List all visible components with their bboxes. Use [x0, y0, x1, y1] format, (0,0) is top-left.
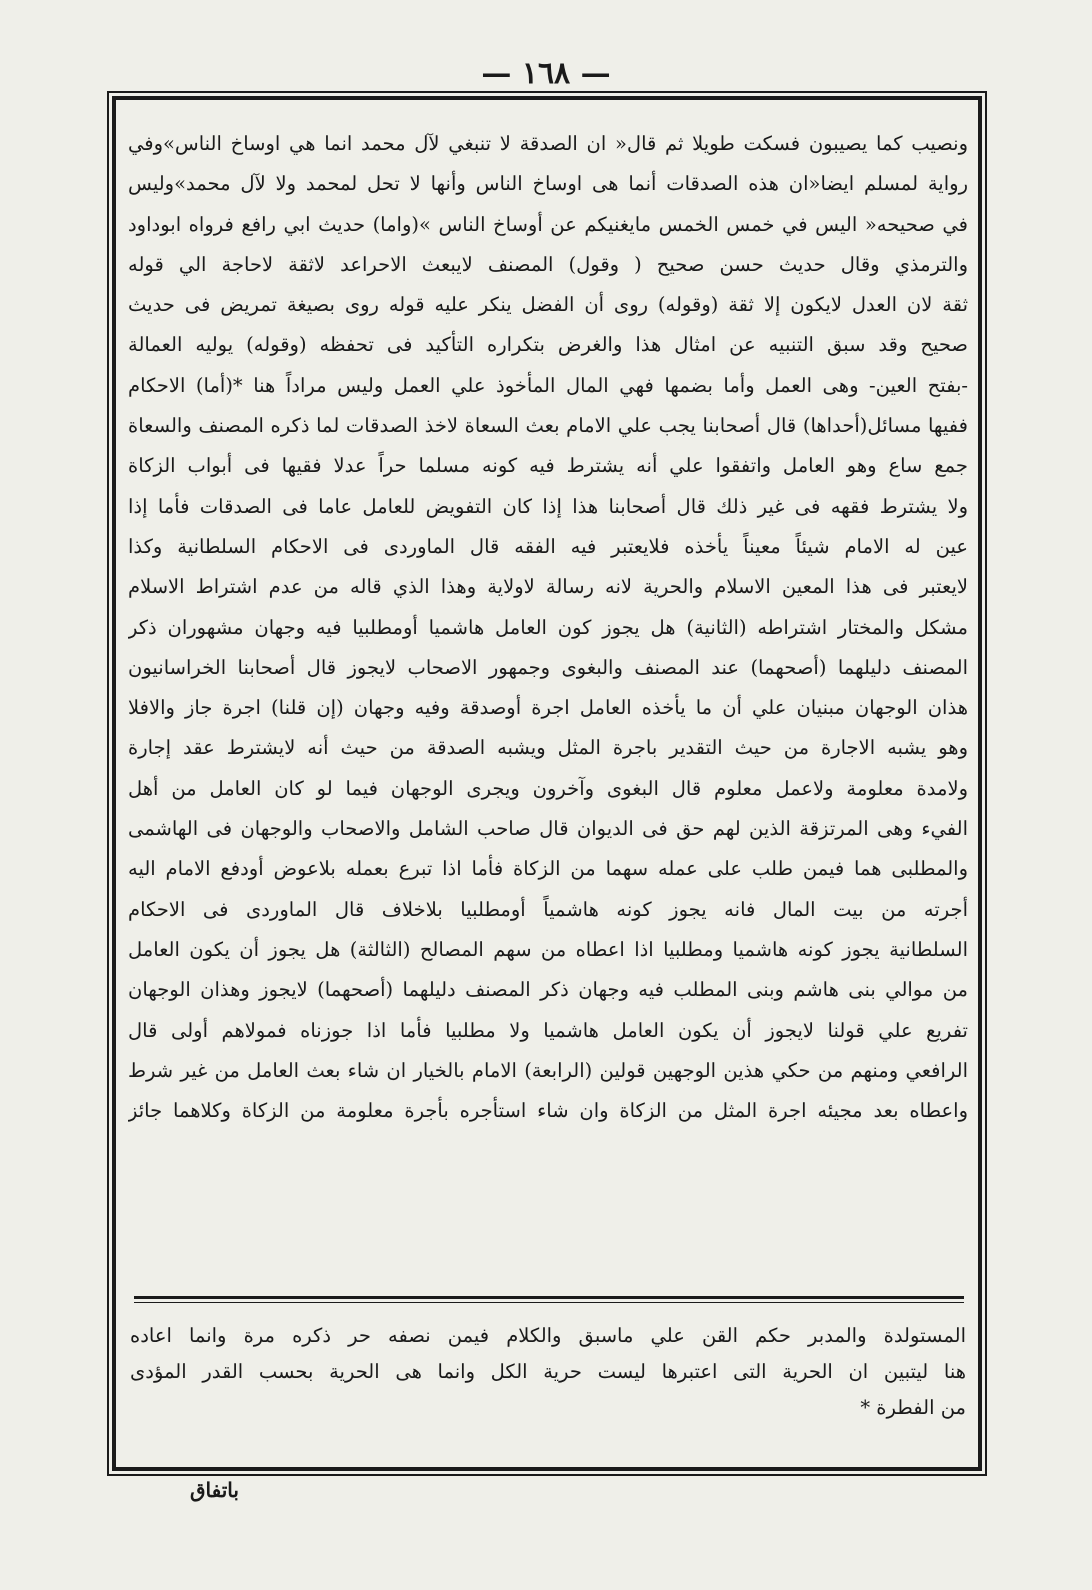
catchword: باتفاق: [190, 1478, 239, 1502]
text-line: لايعتبر فى هذا المعين الاسلام والحرية لانه رسالة لاولاية وهذا الذي قاله من عدم اشتراط الاسلام: [128, 575, 968, 599]
text-line: أجرته من بيت المال فانه يجوز كونه هاشمياً أومطلبيا بلاخلاف قال الماوردى فى الاحكام: [128, 897, 968, 921]
text-line: هذان الوجهان مبنيان علي أن ما يأخذه العامل اجرة أوصدقة وفيه وجهان (إن قلنا) اجرة جاز والافلا: [128, 696, 968, 720]
page-number: — ١٦٨ —: [481, 56, 611, 91]
text-line: في صحيحه« اليس في خمس الخمس مايغنيكم عن أوساخ الناس »(واما) حديث ابي رافع فرواه ابوداود: [128, 212, 968, 236]
text-line: السلطانية يجوز كونه هاشميا ومطلبيا اذا اعطاه من سهم المصالح (الثالثة) هل يجوز أن يكون العامل: [128, 937, 968, 961]
text-line: ولامدة معلومة ولاعمل معلوم قال البغوى وآخرون ويجرى الوجهان فيما لو كان العامل من أهل: [128, 776, 968, 800]
text-line: الرافعي ومنهم من حكي هذين الوجهين قولين (الرابعة) الامام بالخيار ان شاء بعث العامل من غير شرط: [128, 1058, 968, 1082]
text-line: عين له الامام شيئاً معيناً يأخذه فلايعتبر فيه الفقه قال الماوردى فى الاحكام السلطانية وكذا: [128, 534, 968, 558]
text-line: تفريع علي قولنا لايجوز أن يكون العامل هاشميا ولا مطلبيا فأما اذا جوزناه فمولاهم أولى قال: [128, 1018, 968, 1042]
footnote-line: من الفطرة *: [860, 1396, 966, 1419]
text-line: ولا يشترط فقهه فى غير ذلك قال أصحابنا هذا إذا كان التفويض للعامل عاما فى الصدقات فأما إذا: [128, 494, 968, 518]
main-text-block: [128, 124, 968, 1131]
footnote-divider-thin: [134, 1302, 964, 1303]
text-line: ثقة لان العدل لايكون إلا ثقة (وقوله) روى أن الفضل ينكر عليه قوله روى بصيغة تمريض فى حديث: [128, 293, 968, 317]
text-line: المصنف دليلهما (أصحهما) عند المصنف والبغوى وجمهور الاصحاب لايجوز قال أصحابنا الخراسانيون: [128, 655, 968, 679]
text-line: والترمذي وقال حديث حسن صحيح ( وقول) المصنف لايبعث الاحراعد لاثقة لاحاجة الي قوله: [128, 252, 968, 276]
text-line: وهو يشبه الاجارة من حيث التقدير باجرة المثل ويشبه الصدقة من حيث أنه لايشترط عقد إجارة: [128, 736, 968, 760]
text-line: مشكل والمختار اشتراطه (الثانية) هل يجوز كون العامل هاشميا أومطلبيا فيه وجهان مشهوران ذكر: [128, 615, 968, 639]
text-line: صحيح وقد سبق التنبيه عن امثال هذا والغرض بتكراره التأكيد فى تحفظه (وقوله) يوليه العمالة: [128, 333, 968, 357]
text-line: ونصيب كما يصيبون فسكت طويلا ثم قال« ان الصدقة لا تنبغي لآل محمد انما هي اوساخ الناس»وفي: [128, 132, 968, 155]
text-line: واعطاه بعد مجيئه اجرة المثل من الزكاة وان شاء استأجره بأجرة معلومة من الزكاة وكلاهما جائز: [128, 1099, 968, 1123]
text-line: من موالي بنى هاشم وبنى المطلب فيه وجهان ذكر المصنف دليلهما (أصحهما) لايجوز وهذان الوجهان: [128, 978, 968, 1002]
text-line: -بفتح العين- وهى العمل وأما بضمها فهي المال المأخوذ علي العمل وليس مراداً هنا *(أما) الاحكام: [128, 373, 968, 397]
footnote-divider: [134, 1296, 964, 1299]
text-line: الفيء وهى المرتزقة الذين لهم حق فى الديوان قال صاحب الشامل والاصحاب والوجهان فى الهاشمى: [128, 817, 968, 841]
text-line: والمطلبى هما فيمن طلب على عمله سهما من الزكاة فأما اذا تبرع بعمله بلاعوض أودفع الامام اليه: [128, 857, 968, 881]
footnote-line: هنا ليتبين ان الحرية التى اعتبرها ليست حرية الكل وانما هى الحرية بحسب القدر المؤدى: [130, 1360, 966, 1383]
footnote-line: المستولدة والمدبر حكم القن علي ماسبق والكلام فيمن نصفه حر ذكره مرة وانما اعاده: [130, 1324, 966, 1347]
text-line: رواية لمسلم ايضا«ان هذه الصدقات أنما هى اوساخ الناس وأنها لا تحل لمحمد ولا لآل محمد»وليس: [128, 172, 968, 196]
text-line: ففيها مسائل(أحداها) قال أصحابنا يجب علي الامام بعث السعاة لاخذ الصدقات لما ذكره المصنف والسعاة: [128, 414, 968, 438]
footnote-block: [130, 1318, 966, 1426]
text-line: جمع ساع وهو العامل واتفقوا علي أنه يشترط فيه كونه مسلما حراً عدلا فقيها فى أبواب الزكاة: [128, 454, 968, 478]
